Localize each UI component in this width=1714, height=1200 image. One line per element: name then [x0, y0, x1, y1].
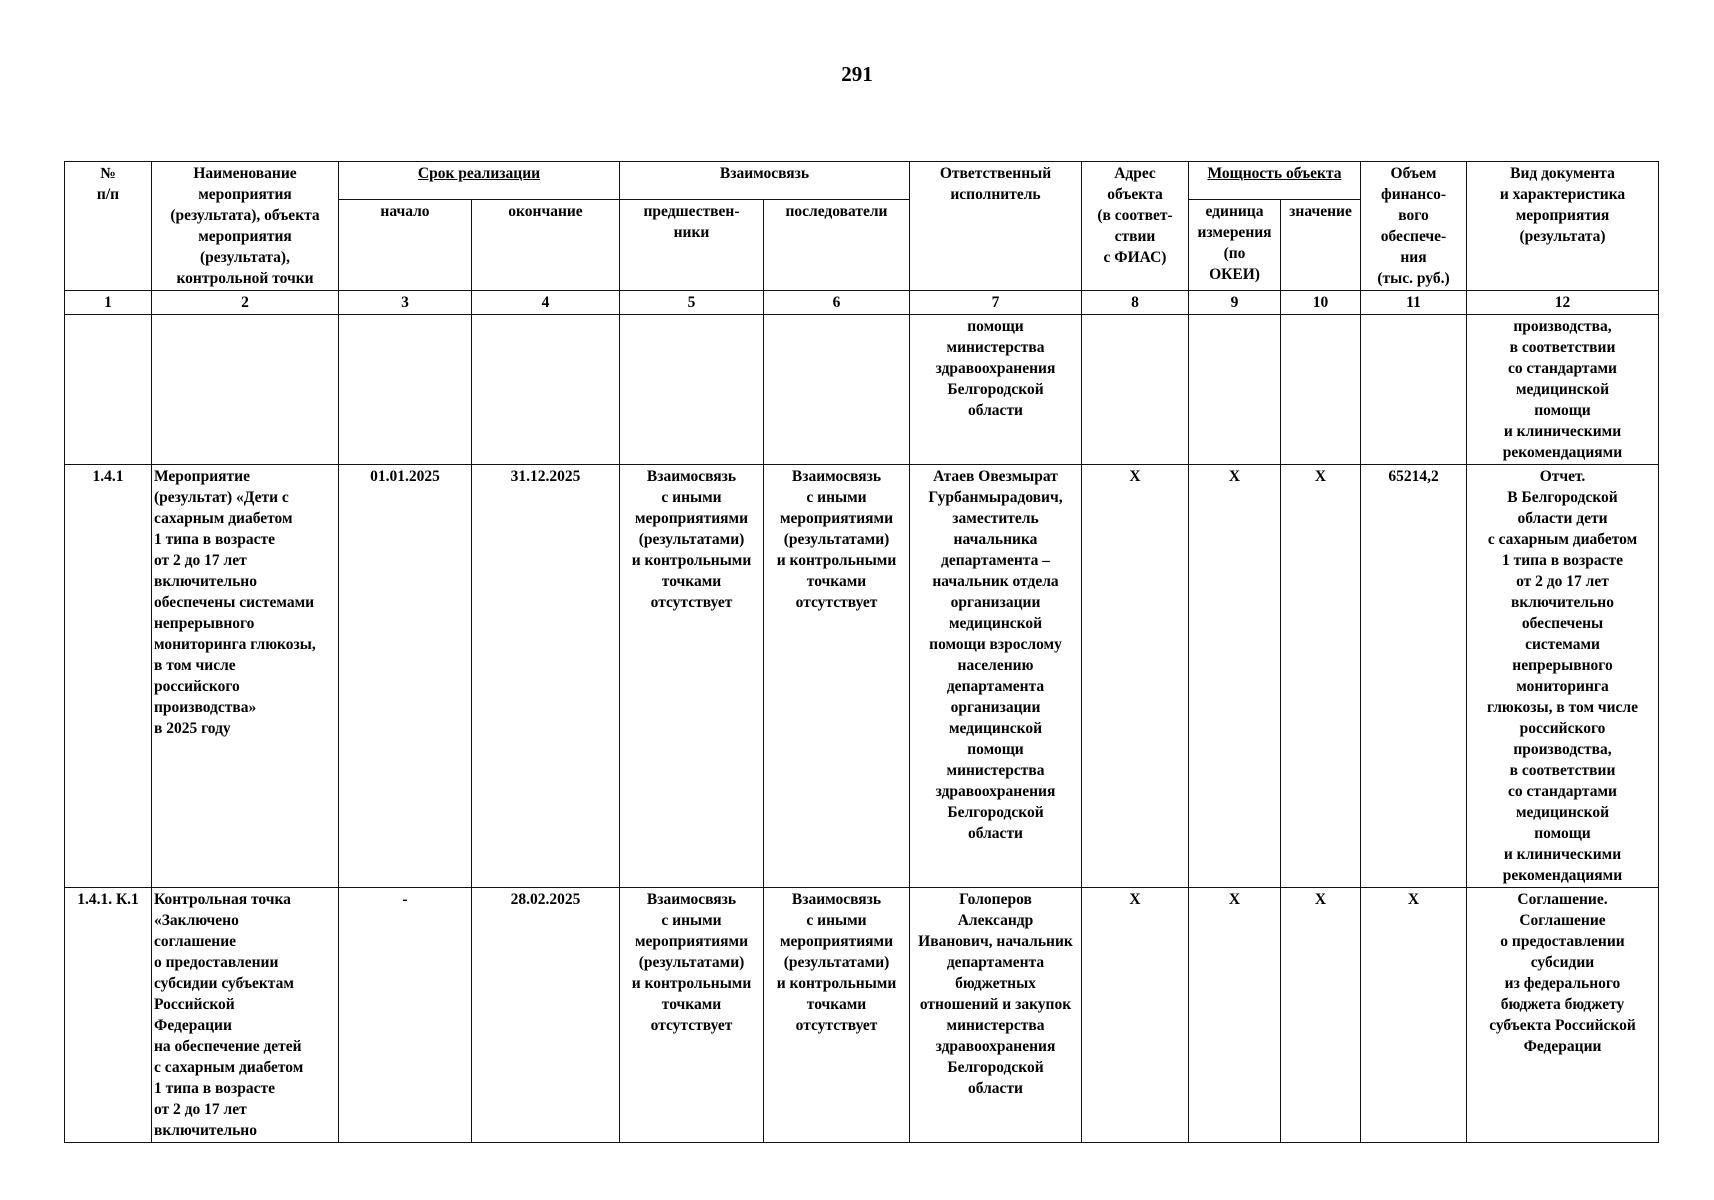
cell-num	[65, 315, 152, 465]
column-number: 8	[1082, 291, 1189, 315]
cell-name: Контрольная точка «Заключено соглашение о предоставлении субсидии субъектам Российской Федерации на обеспечение детей с сахарным диабетом 1 типа в возрасте от 2 до 17 лет включительно	[152, 888, 339, 1143]
header-link-group: Взаимосвязь	[620, 162, 910, 200]
column-number: 7	[910, 291, 1082, 315]
page-number: 291	[841, 62, 873, 86]
header-successors: последователи	[764, 200, 910, 291]
header-address: Адрес объекта (в соответ- ствии с ФИАС)	[1082, 162, 1189, 291]
column-number: 4	[472, 291, 620, 315]
header-unit: единица измерения (по ОКЕИ)	[1189, 200, 1281, 291]
cell-financing	[1361, 315, 1467, 465]
table-row	[65, 315, 1659, 465]
cell-name	[152, 315, 339, 465]
cell-start: 01.01.2025	[339, 465, 472, 888]
header-num: № п/п	[65, 162, 152, 291]
header-document: Вид документа и характеристика мероприятия (результата)	[1467, 162, 1659, 291]
header-financing: Объем финансо- вого обеспече- ния (тыс. руб.)	[1361, 162, 1467, 291]
cell-num: 1.4.1. К.1	[65, 888, 152, 1143]
table-row	[65, 888, 1659, 1143]
column-number: 9	[1189, 291, 1281, 315]
cell-value: Х	[1281, 888, 1361, 1143]
cell-end	[472, 315, 620, 465]
header-start: начало	[339, 200, 472, 291]
header-capacity-group: Мощность объекта	[1189, 162, 1361, 200]
plan-table	[64, 161, 1659, 1143]
cell-unit	[1189, 315, 1281, 465]
cell-financing: Х	[1361, 888, 1467, 1143]
cell-predecessors	[620, 315, 764, 465]
cell-financing: 65214,2	[1361, 465, 1467, 888]
cell-unit: Х	[1189, 888, 1281, 1143]
cell-successors	[764, 315, 910, 465]
cell-document: Отчет. В Белгородской области дети с сахарным диабетом 1 типа в возрасте от 2 до 17 лет включительно обеспечены системами непрерывного мониторинга глюкозы, в том числе российского производства, в соответствии со стандартами медицинской помощи и клиническими рекомендациями	[1467, 465, 1659, 888]
cell-start: -	[339, 888, 472, 1143]
cell-name: Мероприятие (результат) «Дети с сахарным диабетом 1 типа в возрасте от 2 до 17 лет включительно обеспечены системами непрерывного мониторинга глюкозы, в том числе российского производства» в 2025 году	[152, 465, 339, 888]
cell-responsible: Атаев Овезмырат Гурбанмырадович, заместитель начальника департамента – начальник отдела организации медицинской помощи взрослому населению департамента организации медицинской помощи министерства здравоохранения Белгородской области	[910, 465, 1082, 888]
cell-successors: Взаимосвязь с иными мероприятиями (результатами) и контрольными точками отсутствует	[764, 465, 910, 888]
cell-value: Х	[1281, 465, 1361, 888]
column-number-row	[65, 291, 1659, 315]
cell-successors: Взаимосвязь с иными мероприятиями (результатами) и контрольными точками отсутствует	[764, 888, 910, 1143]
header-name: Наименование мероприятия (результата), объекта мероприятия (результата), контрольной точки	[152, 162, 339, 291]
cell-document: производства, в соответствии со стандартами медицинской помощи и клиническими рекомендациями	[1467, 315, 1659, 465]
cell-address: Х	[1082, 888, 1189, 1143]
header-responsible: Ответственный исполнитель	[910, 162, 1082, 291]
column-number: 11	[1361, 291, 1467, 315]
column-number: 2	[152, 291, 339, 315]
header-term-group: Срок реализации	[339, 162, 620, 200]
cell-start	[339, 315, 472, 465]
cell-predecessors: Взаимосвязь с иными мероприятиями (результатами) и контрольными точками отсутствует	[620, 465, 764, 888]
cell-address	[1082, 315, 1189, 465]
cell-end: 31.12.2025	[472, 465, 620, 888]
column-number: 3	[339, 291, 472, 315]
cell-value	[1281, 315, 1361, 465]
header-value: значение	[1281, 200, 1361, 291]
cell-unit: Х	[1189, 465, 1281, 888]
column-number: 1	[65, 291, 152, 315]
cell-document: Соглашение. Соглашение о предоставлении субсидии из федерального бюджета бюджету субъекта Российской Федерации	[1467, 888, 1659, 1143]
header-predecessors: предшествен- ники	[620, 200, 764, 291]
cell-end: 28.02.2025	[472, 888, 620, 1143]
table-header	[65, 162, 1659, 315]
cell-address: Х	[1082, 465, 1189, 888]
header-end: окончание	[472, 200, 620, 291]
cell-num: 1.4.1	[65, 465, 152, 888]
column-number: 6	[764, 291, 910, 315]
cell-predecessors: Взаимосвязь с иными мероприятиями (результатами) и контрольными точками отсутствует	[620, 888, 764, 1143]
column-number: 12	[1467, 291, 1659, 315]
cell-responsible: помощи министерства здравоохранения Белгородской области	[910, 315, 1082, 465]
table-row	[65, 465, 1659, 888]
column-number: 5	[620, 291, 764, 315]
column-number: 10	[1281, 291, 1361, 315]
cell-responsible: Голоперов Александр Иванович, начальник департамента бюджетных отношений и закупок министерства здравоохранения Белгородской области	[910, 888, 1082, 1143]
